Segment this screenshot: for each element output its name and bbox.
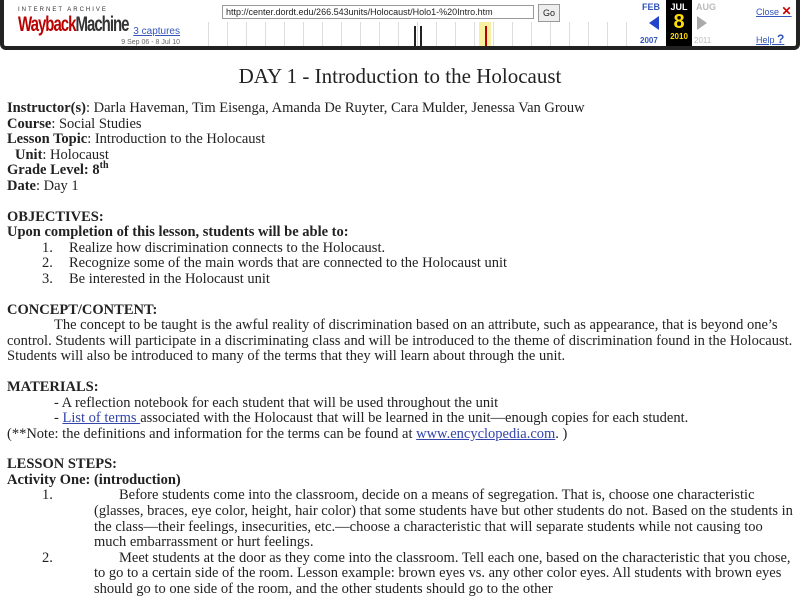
meta-label: Unit [15, 146, 43, 163]
step-text: Meet students at the door as they come into the classroom. Tell each one, based on the characteristic that you chose, to go to a certain side of the room. Lesson example: brown eyes vs. any other color eyes. All students with brown eyes should go to one side of the room, and the other students should go to the other [94, 549, 791, 598]
concept-text: The concept to be taught is the awful reality of discrimination based on an attribute, such as appearance, that is beyond one’s control. Students will participate in a discriminating class and will be introduced to the theme of discrimination found in the Holocaust. Students will also be introduced to many of the terms that they will learn about through the unit. [7, 317, 793, 365]
unit [7, 148, 793, 164]
meta-label: Instructor(s) [7, 100, 86, 116]
note-suffix: . ) [555, 425, 568, 442]
current-month: JUL [670, 2, 688, 12]
capture-timeline[interactable] [190, 22, 630, 46]
objective-text: Realize how discrimination connects to the Holocaust. [69, 239, 386, 256]
logo-part-b: Machine [75, 12, 129, 37]
prev-month[interactable]: FEB [642, 2, 660, 12]
materials-heading: MATERIALS: [7, 378, 99, 395]
capture-mark[interactable] [414, 26, 416, 46]
meta-label: Lesson Topic [7, 131, 88, 148]
capture-mark-current[interactable] [485, 26, 487, 46]
concept-heading: CONCEPT/CONTENT: [7, 301, 158, 318]
meta-value: : Day 1 [36, 177, 79, 194]
current-year: 2010 [670, 32, 688, 41]
list-of-terms-link[interactable]: List of terms [62, 410, 141, 427]
meta-value: : Social Studies [51, 115, 142, 132]
step-text: Before students come into the classroom, decide on a means of segregation. That is, choose one characteristic (glasses, braces, eye color, height, hair color) that some students have but other students do not. Based on the students in the class—their feelings, insecurities, etc.—choose a characteristic that will separate students while not causing too much embarrassment or hurt feelings. [94, 487, 793, 551]
encyclopedia-link[interactable]: www.encyclopedia.com [416, 425, 556, 442]
note-text: (**Note: the definitions and information for the terms can be found at [7, 425, 417, 442]
steps-heading: LESSON STEPS: [7, 456, 118, 473]
help-icon[interactable]: ? [777, 32, 785, 46]
page-title: DAY 1 - Introduction to the Holocaust [238, 64, 562, 88]
prev-year[interactable]: 2007 [640, 36, 658, 45]
lesson-topic [7, 132, 793, 148]
wayback-toolbar [0, 0, 800, 50]
help-label: Help [756, 35, 775, 45]
next-arrow-icon [697, 16, 707, 30]
objectives-intro: Upon completion of this lesson, students will be able to: [7, 224, 349, 241]
capture-mark[interactable] [420, 26, 422, 46]
help-link[interactable] [756, 32, 784, 46]
current-date-box [666, 0, 692, 46]
objective-text: Be interested in the Holocaust unit [69, 270, 270, 287]
course [7, 117, 793, 133]
bullet: - [54, 410, 63, 427]
meta-value: : Introduction to the Holocaust [87, 131, 266, 148]
material-text: associated with the Holocaust that will be learned in the unit—enough copies for each student. [140, 410, 689, 427]
list-item: 1. Realize how discrimination connects to the Holocaust. [42, 239, 386, 256]
close-icon[interactable]: ✕ [781, 4, 792, 18]
meta-value: : Darla Haveman, Tim Eisenga, Amanda De Ruyter, Cara Mulder, Jenessa Van Grouw [85, 100, 585, 116]
grade-level [7, 160, 793, 179]
list-item: 1. Before students come into the classroom, decide on a means of segregation. That is, choose one characteristic (glasses, braces, eye color, height, hair color) that some students have but other students do not. Based on the students in the class—their feelings, insecurities, etc.—choose a characteristic that will separate students while not causing too much embarrassment or hurt feelings. [42, 487, 793, 551]
meta-sup: th [99, 160, 109, 172]
url-input[interactable]: http://center.dordt.edu/266.543units/Holocaust/Holo1-%20Intro.htm [222, 5, 534, 19]
meta-label: Grade Level [7, 162, 84, 179]
material-item [7, 411, 793, 427]
list-item: 2. Meet students at the door as they come into the classroom. Tell each one, based on the characteristic that you chose, to go to a certain side of the room. Lesson example: brown eyes vs. any other color eyes. All students with brown eyes should go to one side of the room, and the other students should go to the other [7, 551, 793, 598]
list-item: 2. Recognize some of the main words that are connected to the Holocaust unit [42, 255, 508, 272]
date [7, 179, 793, 195]
capture-range: 9 Sep 06 - 8 Jul 10 [121, 39, 180, 46]
captures-link[interactable]: 3 captures [133, 26, 180, 37]
meta-label: Course [7, 115, 52, 132]
meta-value: : Holocaust [42, 146, 109, 163]
meta-value: : 8 [83, 162, 100, 179]
note [7, 427, 793, 443]
list-item: 3. Be interested in the Holocaust unit [42, 270, 270, 287]
close-label: Close [756, 7, 780, 17]
current-day: 8 [673, 11, 685, 33]
meta-label: Date [7, 177, 36, 194]
instructors [7, 101, 793, 117]
material-item: - A reflection notebook for each student that will be used throughout the unit [54, 394, 499, 411]
activity-heading: Activity One: (introduction) [7, 471, 181, 488]
close-link[interactable] [756, 4, 792, 18]
next-year: 2011 [694, 36, 712, 45]
logo-part-a: Wayback [18, 12, 76, 37]
prev-arrow-icon[interactable] [649, 16, 659, 30]
ia-label: INTERNET ARCHIVE [18, 7, 108, 13]
objectives-heading: OBJECTIVES: [7, 208, 104, 225]
go-button[interactable]: Go [538, 4, 560, 22]
next-month: AUG [696, 2, 716, 12]
page-content [7, 64, 793, 598]
objective-text: Recognize some of the main words that are connected to the Holocaust unit [69, 255, 508, 272]
